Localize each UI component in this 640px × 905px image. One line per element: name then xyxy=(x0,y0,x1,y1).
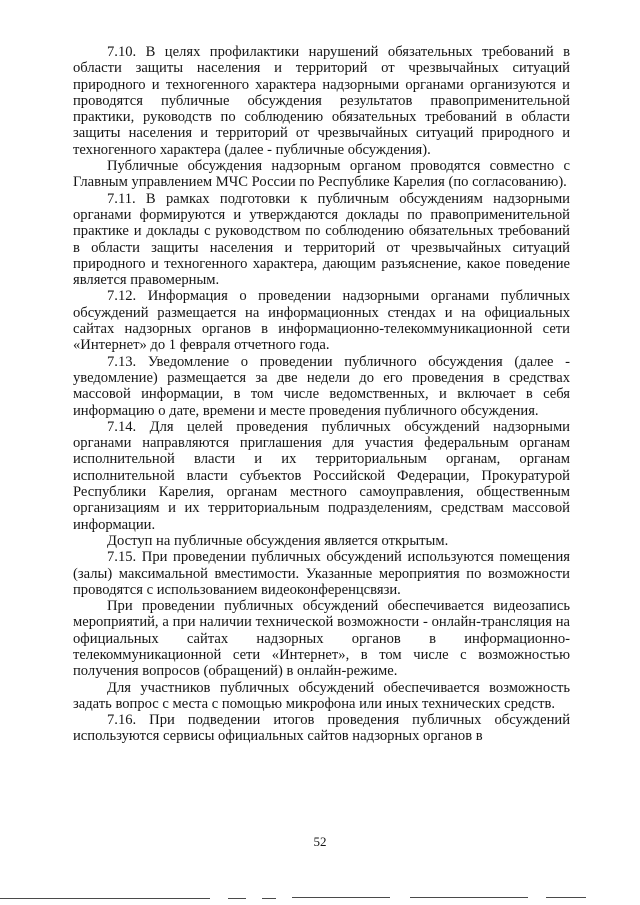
paragraph-open-access: Доступ на публичные обсуждения является открытым. xyxy=(107,532,449,549)
scan-line xyxy=(546,897,586,898)
scan-line xyxy=(0,898,210,899)
scan-line xyxy=(410,897,528,898)
paragraph-7-11: 7.11. В рамках подготовки к публичным обсуждениям надзорными органами формируются и утверждаются доклады по правоприменительной практике и доклады с руководством по соблюдению обязательных требований в области защиты населения и территорий от чрезвычайных ситуаций природного и техногенного характера, дающим разъяснение, какое поведение является правомерным. xyxy=(73,190,570,289)
paragraph-7-14: 7.14. Для целей проведения публичных обсуждений надзорными органами направляются приглашения для участия федеральным органам исполнительной власти и их территориальным органам, органам исполнительной власти субъектов Российской Федерации, Прокуратурой Республики Карелия, органам местного самоуправления, общественным организациям и их территориальным подразделениям, средствам массовой информации. xyxy=(73,418,570,533)
paragraph-7-13: 7.13. Уведомление о проведении публичного обсуждения (далее - уведомление) размещается за две недели до его проведения в средствах массовой информации, в том числе ведомственных, и включает в себя информацию о дате, времени и месте проведения публичного обсуждения. xyxy=(73,353,570,419)
page-number: 52 xyxy=(313,834,327,849)
paragraph-7-15: 7.15. При проведении публичных обсуждений используются помещения (залы) максимальной вместимости. Указанные мероприятия по возможности проводятся с использованием видеоконференцсвязи. xyxy=(73,549,570,598)
paragraph-joint-discussions: Публичные обсуждения надзорным органом проводятся совместно с Главным управлением МЧС России по Республике Карелия (по согласованию). xyxy=(73,158,570,191)
paragraph-video-recording: При проведении публичных обсуждений обеспечивается видеозапись мероприятий, а при наличии технической возможности - онлайн-трансляция на официальных сайтах надзорных органов в информационно-телекоммуникационной сети «Интернет», в том числе с возможностью получения вопросов (обращений) в онлайн-режиме. xyxy=(73,598,570,680)
paragraph-7-12: 7.12. Информация о проведении надзорными органами публичных обсуждений размещается на информационных стендах и на официальных сайтах надзорных органов в информационно-телекоммуникационной сети «Интернет» до 1 февраля отчетного года. xyxy=(73,288,570,354)
document-body xyxy=(73,44,570,745)
paragraph-participant-questions: Для участников публичных обсуждений обеспечивается возможность задать вопрос с места с помощью микрофона или иных технических средств. xyxy=(73,679,570,712)
scan-line xyxy=(228,898,246,899)
scan-edge-artifact xyxy=(0,893,640,905)
paragraph-7-10: 7.10. В целях профилактики нарушений обязательных требований в области защиты населения и территорий от чрезвычайных ситуаций природного и техногенного характера надзорными органами организуются и проводятся публичные обсуждения результатов правоприменительной практики, руководств по соблюдению обязательных требований в области защиты населения и территорий от чрезвычайных ситуаций природного и техногенного характера (далее - публичные обсуждения). xyxy=(73,44,570,158)
scan-line xyxy=(262,898,276,899)
paragraph-7-16: 7.16. При подведении итогов проведения публичных обсуждений используются сервисы официальных сайтов надзорных органов в xyxy=(73,712,570,745)
scan-line xyxy=(292,897,390,898)
